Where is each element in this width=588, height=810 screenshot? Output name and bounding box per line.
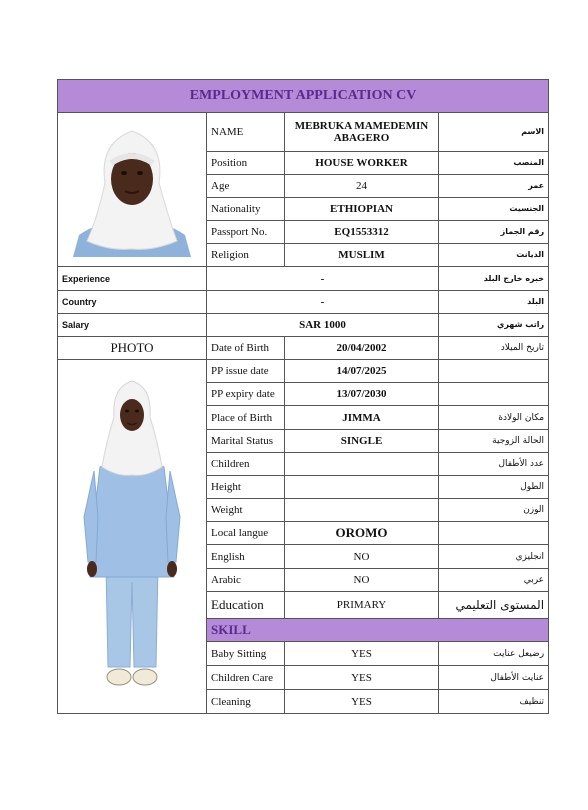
place-of-birth-value: JIMMA [285, 406, 439, 430]
row-pp-issue [58, 360, 549, 383]
education-arabic: المستوى التعليمي [439, 592, 549, 619]
country-arabic: البلد [439, 291, 549, 314]
pp-expiry-arabic [439, 383, 549, 406]
cleaning-arabic: تنظيف [439, 690, 549, 714]
children-care-value: YES [285, 666, 439, 690]
baby-sitting-value: YES [285, 642, 439, 666]
education-value: PRIMARY [285, 592, 439, 619]
religion-label: Religion [207, 244, 285, 267]
height-value [285, 476, 439, 499]
arabic-value: NO [285, 569, 439, 592]
cleaning-label: Cleaning [207, 690, 285, 714]
religion-arabic: الديانت [439, 244, 549, 267]
passport-label: Passport No. [207, 221, 285, 244]
marital-status-label: Marital Status [207, 430, 285, 453]
age-arabic: عمر [439, 175, 549, 198]
weight-value [285, 499, 439, 522]
name-arabic: الاسم [439, 113, 549, 152]
place-of-birth-label: Place of Birth [207, 406, 285, 430]
position-label: Position [207, 152, 285, 175]
local-language-value: OROMO [285, 522, 439, 545]
pp-issue-label: PP issue date [207, 360, 285, 383]
position-value: HOUSE WORKER [285, 152, 439, 175]
english-value: NO [285, 545, 439, 569]
dob-label: Date of Birth [207, 337, 285, 360]
salary-arabic: راتب شهري [439, 314, 549, 337]
pp-issue-value: 14/07/2025 [285, 360, 439, 383]
headshot-image [69, 123, 195, 257]
row-country [58, 291, 549, 314]
photo-label: PHOTO [58, 337, 207, 360]
passport-value: EQ1553312 [285, 221, 439, 244]
arabic-arabic: عربي [439, 569, 549, 592]
baby-sitting-label: Baby Sitting [207, 642, 285, 666]
cleaning-value: YES [285, 690, 439, 714]
dob-arabic: تاريخ الميلاد [439, 337, 549, 360]
cv-table [57, 79, 549, 714]
arabic-label: Arabic [207, 569, 285, 592]
dob-value: 20/04/2002 [285, 337, 439, 360]
title-row [58, 80, 549, 113]
experience-arabic: خبره خارج البلد [439, 267, 549, 291]
full-body-photo [58, 360, 207, 714]
local-language-label: Local langue [207, 522, 285, 545]
baby-sitting-arabic: رضيعل عنايت [439, 642, 549, 666]
marital-status-arabic: الحالة الزوجية [439, 430, 549, 453]
cv-form [57, 79, 548, 714]
form-title: EMPLOYMENT APPLICATION CV [58, 80, 549, 113]
pp-expiry-value: 13/07/2030 [285, 383, 439, 406]
experience-label: Experience [58, 267, 207, 291]
weight-label: Weight [207, 499, 285, 522]
children-arabic: عدد الأطفال [439, 453, 549, 476]
education-label: Education [207, 592, 285, 619]
country-value: - [207, 291, 439, 314]
children-value [285, 453, 439, 476]
experience-value: - [207, 267, 439, 291]
religion-value: MUSLIM [285, 244, 439, 267]
height-arabic: الطول [439, 476, 549, 499]
country-label: Country [58, 291, 207, 314]
children-label: Children [207, 453, 285, 476]
skill-title: SKILL [207, 619, 549, 642]
row-dob [58, 337, 549, 360]
english-label: English [207, 545, 285, 569]
english-arabic: انجليزي [439, 545, 549, 569]
row-name [58, 113, 549, 152]
children-care-arabic: عنايت الأطفال [439, 666, 549, 690]
row-experience [58, 267, 549, 291]
nationality-arabic: الجنسيت [439, 198, 549, 221]
nationality-value: ETHIOPIAN [285, 198, 439, 221]
salary-value: SAR 1000 [207, 314, 439, 337]
pp-expiry-label: PP expiry date [207, 383, 285, 406]
weight-arabic: الوزن [439, 499, 549, 522]
age-value: 24 [285, 175, 439, 198]
age-label: Age [207, 175, 285, 198]
row-salary [58, 314, 549, 337]
pp-issue-arabic [439, 360, 549, 383]
nationality-label: Nationality [207, 198, 285, 221]
passport-arabic: رقم الجماز [439, 221, 549, 244]
headshot-photo [58, 113, 207, 267]
marital-status-value: SINGLE [285, 430, 439, 453]
full-body-image [62, 367, 202, 707]
position-arabic: المنصب [439, 152, 549, 175]
name-value: MEBRUKA MAMEDEMIN ABAGERO [285, 113, 439, 152]
children-care-label: Children Care [207, 666, 285, 690]
salary-label: Salary [58, 314, 207, 337]
height-label: Height [207, 476, 285, 499]
local-language-arabic [439, 522, 549, 545]
name-label: NAME [207, 113, 285, 152]
place-of-birth-arabic: مكان الولادة [439, 406, 549, 430]
